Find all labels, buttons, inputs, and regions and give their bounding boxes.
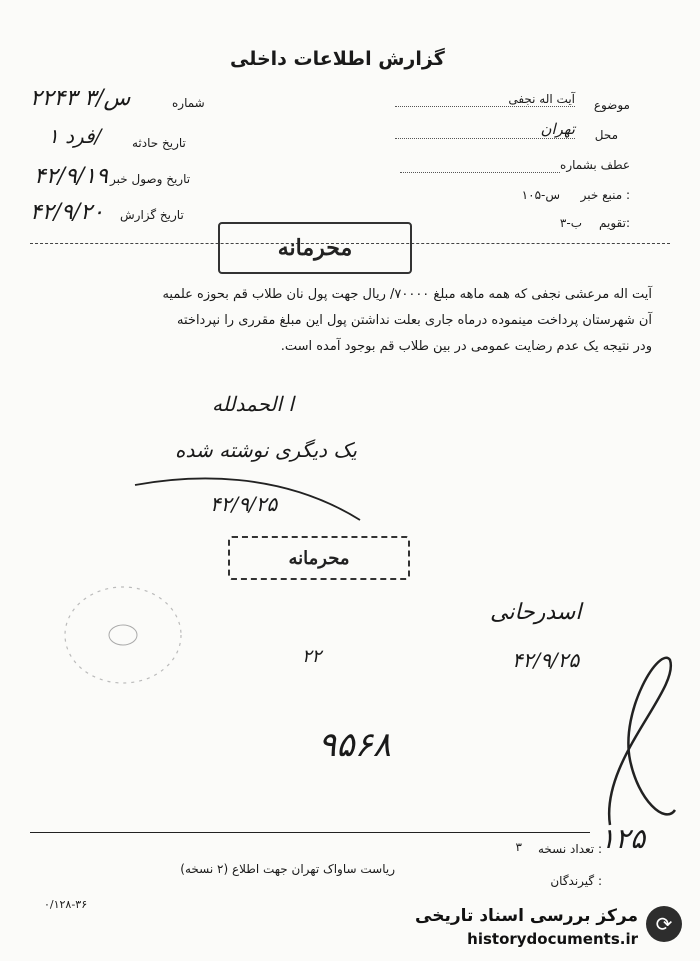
- received-date-value: ۴۲/۹/۱۹: [34, 164, 108, 189]
- subject-label: موضوع: [593, 98, 630, 112]
- handwritten-note-2: یک دیگری نوشته شده: [175, 438, 357, 462]
- recipient: ریاست ساواک تهران جهت اطلاع (۲ نسخه): [180, 862, 395, 876]
- place-value: تهران: [395, 120, 575, 139]
- signature: اسدرحانی: [490, 600, 582, 625]
- copies-label: تعداد نسخه :: [537, 842, 602, 856]
- watermark-url: historydocuments.ir: [467, 930, 638, 948]
- reference-value: [400, 172, 560, 173]
- archive-number: ۹۵۶۸: [318, 725, 392, 765]
- number-label: شماره: [172, 96, 205, 110]
- confidential-stamp-bottom: محرمانه: [228, 536, 410, 580]
- report-date-value: ۴۲/۹/۲۰: [30, 200, 104, 225]
- signature-date: ۴۲/۹/۲۵: [512, 648, 580, 672]
- corner-number: ۱۲۵: [600, 822, 646, 855]
- report-date-label: تاریخ گزارش: [120, 208, 184, 222]
- body-line: آیت اله مرعشی نجفی که همه ماهه مبلغ ۷۰۰۰۰/ ریال جهت پول نان طلاب قم بحوزه علمیه: [162, 287, 652, 302]
- watermark-name: مرکز بررسی اسناد تاریخی: [415, 906, 638, 926]
- handwritten-date: ۴۲/۹/۲۵: [210, 492, 278, 516]
- small-note: ۲۲: [302, 646, 322, 667]
- scribble-mark: [590, 650, 680, 830]
- archive-logo-icon: ⟳: [646, 906, 682, 942]
- recipients-label: گیرندگان :: [550, 874, 602, 888]
- body-line: آن شهرستان پرداخت مینموده درماه جاری بعلت نداشتن پول این مبلغ مقرری را نپرداخته: [177, 313, 652, 328]
- calendar-value: ب-۳: [559, 216, 582, 230]
- number-value: ۲۲۴۳ س/۳: [30, 86, 131, 111]
- place-label: محل: [594, 128, 618, 142]
- document-title: گزارش اطلاعات داخلی: [230, 48, 445, 70]
- incident-date-value: ۱ فرد/: [48, 124, 102, 148]
- calendar-label: تقویم:: [599, 216, 630, 230]
- reference-label: عطف بشماره: [560, 158, 630, 172]
- received-date-label: تاریخ وصول خبر: [110, 172, 191, 186]
- report-body: [42, 282, 652, 360]
- incident-date-label: تاریخ حادثه: [132, 136, 186, 150]
- form-code: ۰/۱۲۸-۳۶: [44, 898, 88, 911]
- confidential-stamp-top: محرمانه: [218, 222, 412, 274]
- handwritten-note-1: ا الحمدلله: [212, 392, 294, 416]
- source-label: منبع خبر :: [580, 188, 630, 202]
- body-line: ودر نتیجه یک عدم رضایت عمومی در بین طلاب قم بوجود آمده است.: [280, 339, 652, 354]
- copies-value: ۳: [515, 840, 522, 854]
- subject-value: آیت اله نجفی: [395, 92, 575, 107]
- faded-seal-icon: [58, 580, 188, 690]
- footer-divider: [30, 832, 590, 833]
- source-value: س-۱۰۵: [521, 188, 560, 202]
